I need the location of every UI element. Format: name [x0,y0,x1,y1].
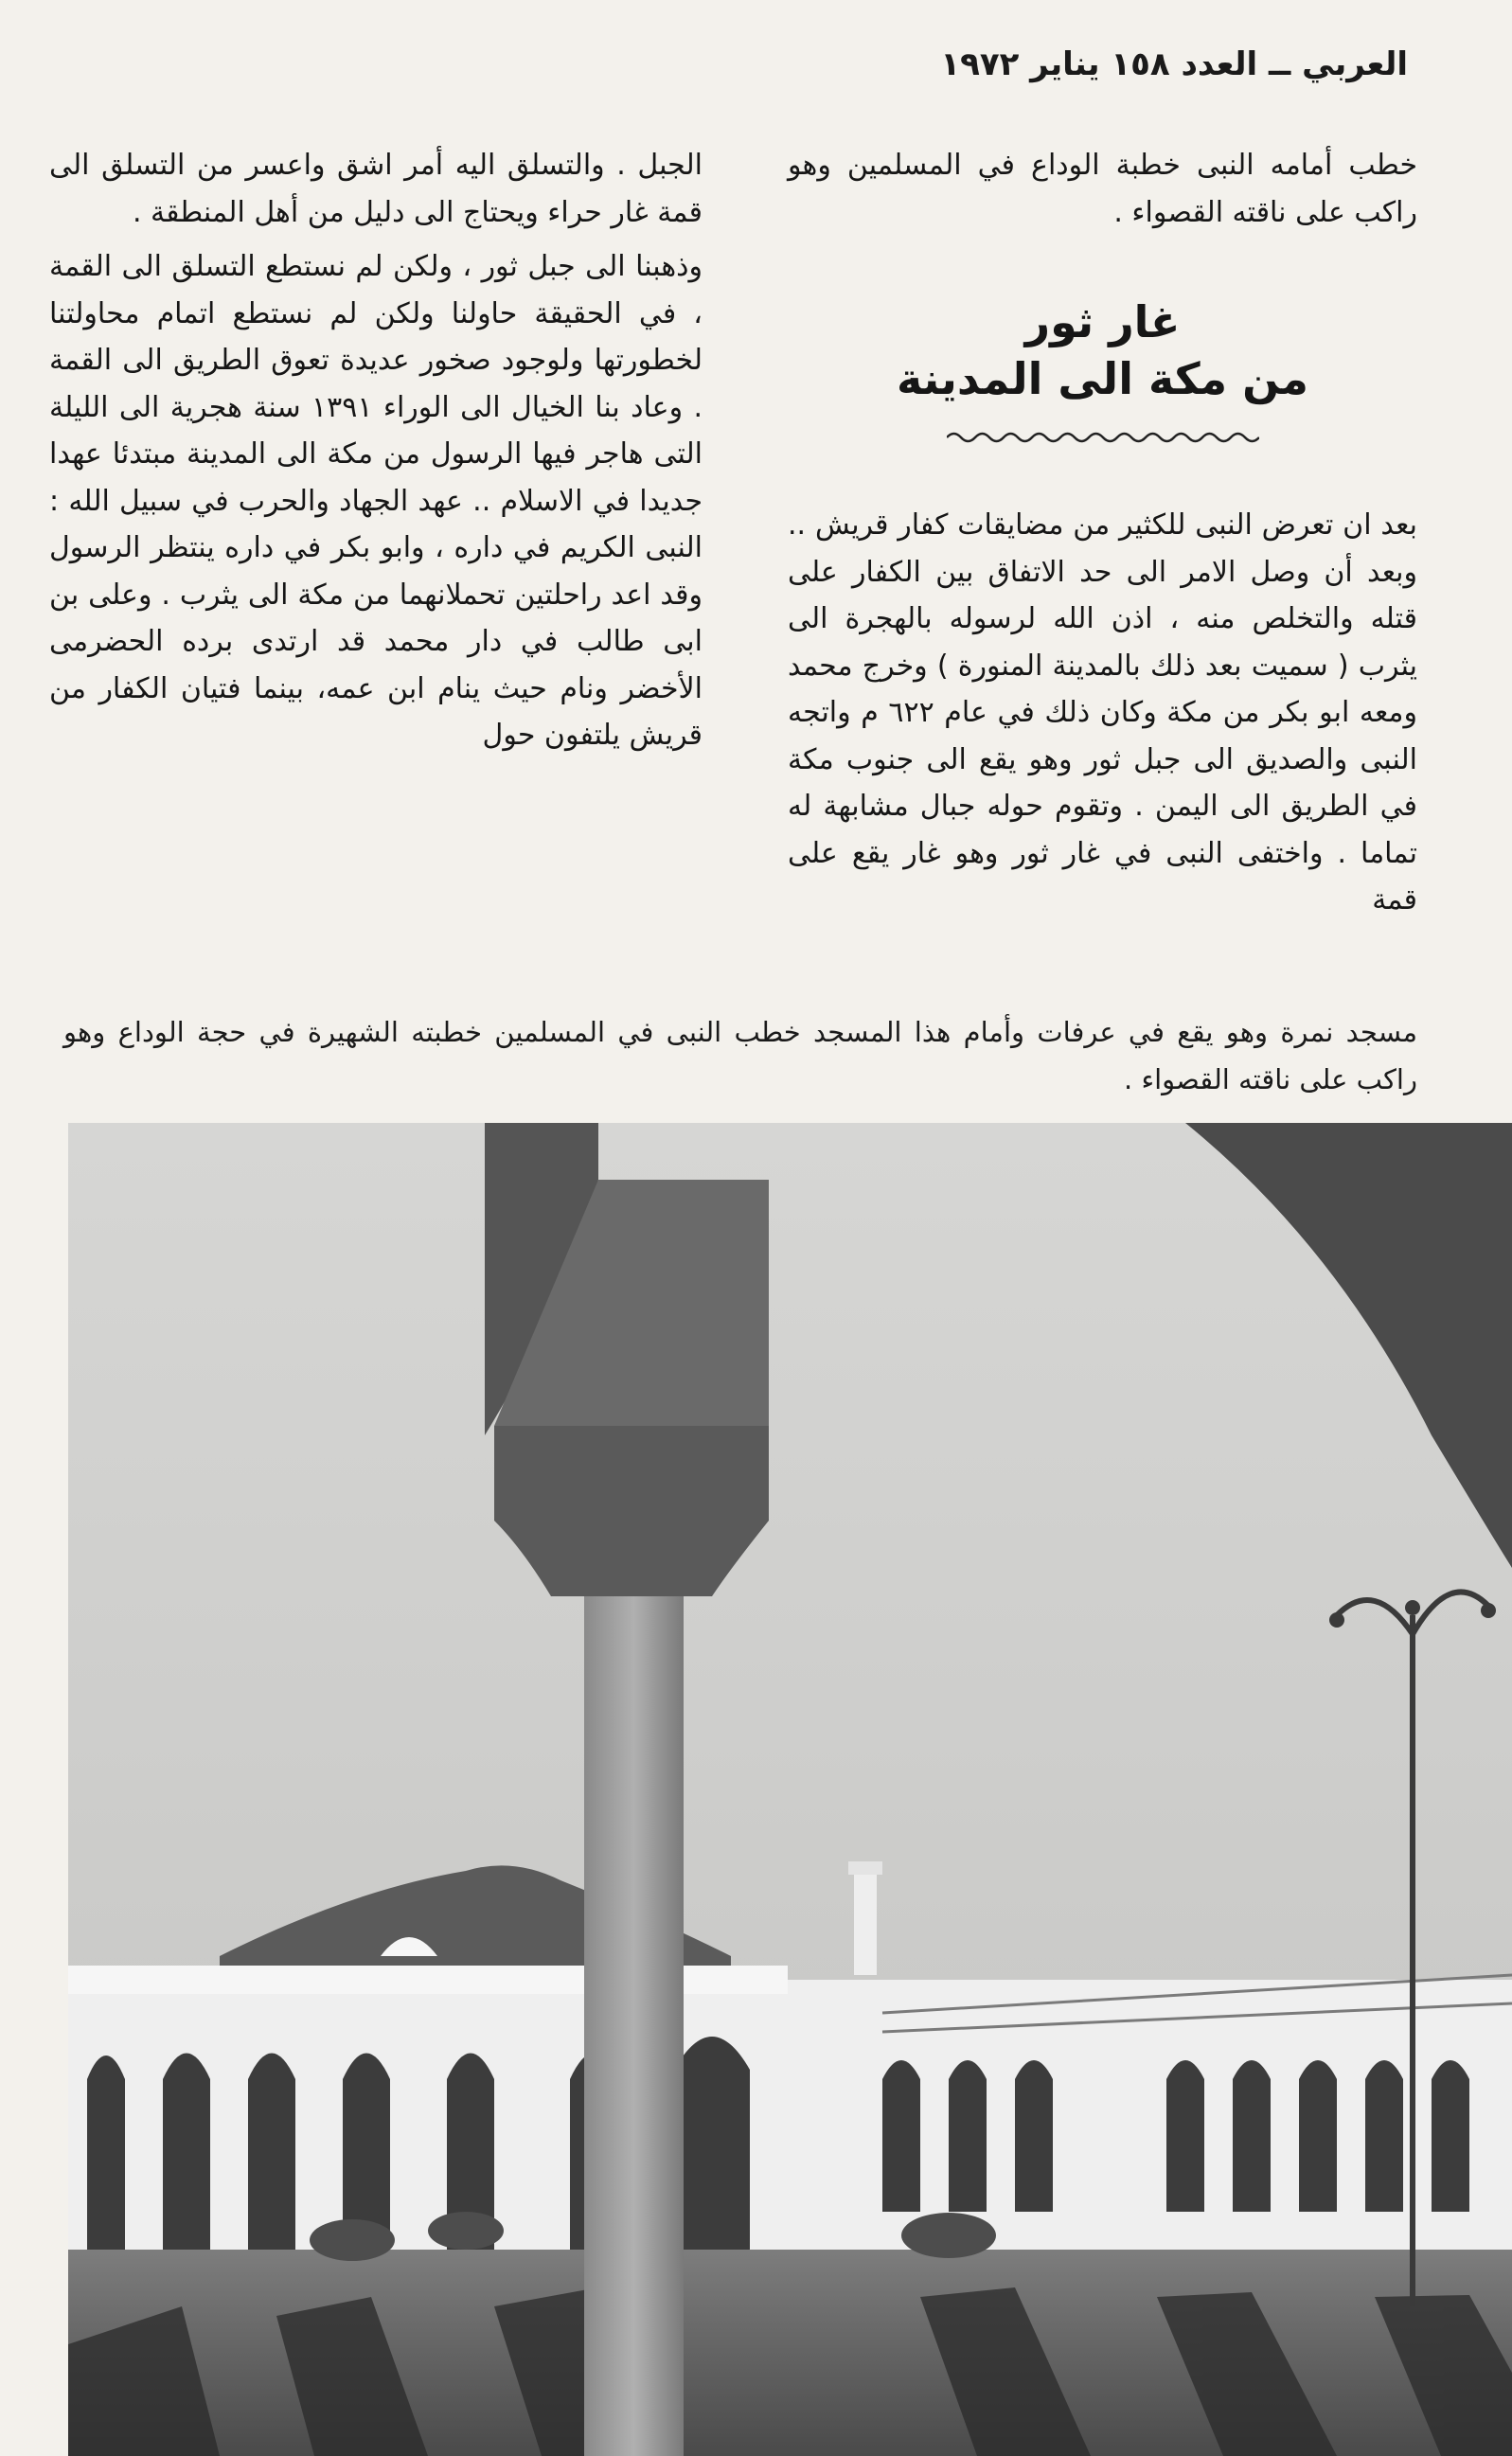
pillar-capital [494,1426,769,1596]
pillar [584,1596,684,2456]
section-title-line2: من مكة الى المدينة [896,353,1309,404]
mosque-photo [68,1123,1512,2456]
right-column-body: بعد ان تعرض النبى للكثير من مضايقات كفار قريش .. وبعد أن وصل الامر الى حد الاتفاق بين الكفار على قتله والتخلص منه ، اذن الله لرسوله بالهجرة الى يثرب ( سميت بعد ذلك بالمدينة المنورة ) وخرج محمد ومعه ابو بكر من مكة وكان ذلك في عام ٦٢٢ م واتجه النبى والصديق الى جبل ثور وهو يقع الى جنوب مكة في الطريق الى اليمن . وتقوم حوله جبال مشابهة له تماما . واختفى النبى في غار ثور وهو غار يقع على قمة [788,508,1417,917]
mosque-photo-drawing [68,1123,1512,2456]
left-column-paragraph-2: وذهبنا الى جبل ثور ، ولكن لم نستطع التسلق الى القمة ، في الحقيقة حاولنا ولكن لم نستطع اتمام محاولتنا لخطورتها ولوجود صخور عديدة تعوق الطريق الى القمة . وعاد بنا الخيال الى الوراء ١٣٩١ سنة هجرية الى الليلة التى هاجر فيها الرسول من مكة الى المدينة مبتدئا عهدا جديدا في الاسلام .. عهد الجهاد والحرب في سبيل الله : النبى الكريم في داره ، وابو بكر في داره ينتظر الرسول وقد اعد راحلتين تحملانهما من مكة الى يثرب . وعلى بن ابى طالب في دار محمد قد ارتدى برده الحضرمى الأخضر ونام حيث ينام ابن عمه، بينما فتيان الكفار من قريش يلتفون حول [49,250,703,752]
right-column [788,142,1417,924]
left-column [49,142,703,759]
photo-caption: مسجد نمرة وهو يقع في عرفات وأمام هذا المسجد خطب النبى في المسلمين خطبته الشهيرة في حجة الوداع وهو راكب على ناقته القصواء . [63,1016,1417,1095]
minaret [854,1871,877,1975]
right-column-intro: خطب أمامه النبى خطبة الوداع في المسلمين وهو راكب على ناقته القصواء . [788,149,1417,229]
running-head: العربي ــ العدد ١٥٨ يناير ١٩٧٢ [940,45,1408,83]
title-ornament-wave [826,417,1379,439]
section-title-line1: غار ثور [1024,296,1181,347]
section-title [826,294,1379,473]
left-column-paragraph-1: الجبل . والتسلق اليه أمر اشق واعسر من التسلق الى قمة غار حراء ويحتاج الى دليل من أهل المنطقة . [49,149,703,229]
